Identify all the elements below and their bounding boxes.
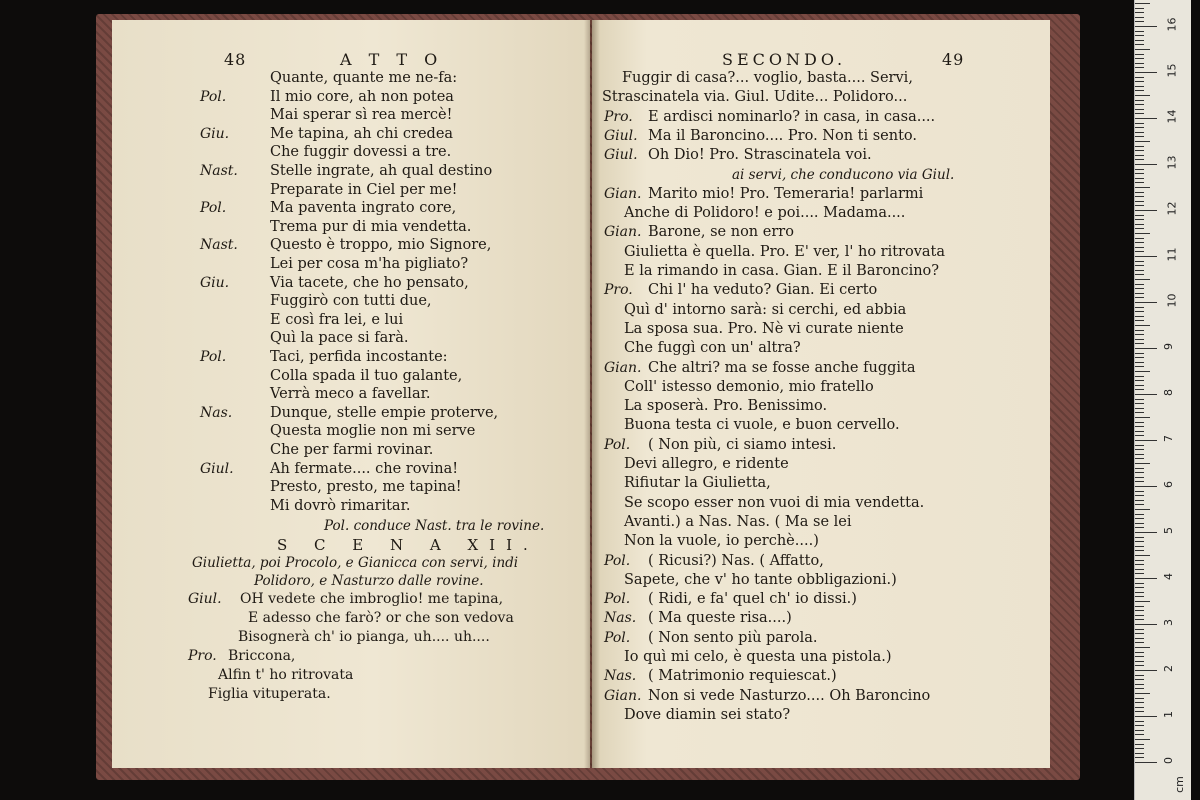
speaker-label: Nast. (200, 163, 238, 179)
scene-cast: Polidoro, e Nasturzo dalle rovine. (254, 573, 484, 590)
ruler-tick (1135, 178, 1144, 179)
ruler-tick (1135, 104, 1144, 105)
ruler-tick (1135, 320, 1144, 321)
ruler-tick (1135, 615, 1144, 616)
verse-line: Colla spada il tuo galante, (270, 367, 463, 384)
verse-line: Giulietta è quella. Pro. E' ver, l' ho ritrovata (624, 243, 946, 260)
verse-line: ( Ridi, e fa' quel ch' io dissi.) (648, 591, 857, 608)
ruler-number: 12 (1165, 201, 1179, 216)
ruler-tick (1135, 642, 1144, 643)
speaker-label: Pol. (200, 88, 227, 105)
ruler-tick (1135, 385, 1144, 386)
ruler-tick (1135, 619, 1144, 620)
ruler-tick (1135, 12, 1144, 13)
ruler-tick (1135, 169, 1144, 170)
ruler-tick (1135, 578, 1157, 579)
ruler-tick (1135, 132, 1144, 133)
speaker-label: Nas. (604, 668, 637, 685)
ruler-tick (1135, 679, 1144, 680)
ruler-tick (1135, 647, 1150, 648)
verse-line: Presto, presto, me tapina! (270, 479, 462, 496)
page-number: 49 (942, 50, 965, 69)
ruler-tick (1135, 81, 1144, 82)
ruler-number: 1 (1162, 711, 1175, 718)
ruler-tick (1135, 555, 1150, 556)
running-head: SECONDO. (722, 50, 847, 69)
ruler-tick (1135, 357, 1144, 358)
stage-direction: Pol. conduce Nast. tra le rovine. (324, 518, 545, 535)
speaker-label: Gian. (604, 185, 642, 202)
ruler-tick (1135, 371, 1150, 372)
ruler-tick (1135, 95, 1150, 96)
ruler-tick (1135, 159, 1144, 160)
ruler-tick (1135, 500, 1144, 501)
ruler-tick (1135, 3, 1150, 4)
verse-line: Non si vede Nasturzo.... Oh Baroncino (648, 687, 931, 704)
ruler-tick (1135, 629, 1144, 630)
ruler-tick (1135, 77, 1144, 78)
ruler-tick (1135, 256, 1157, 257)
ruler-tick (1135, 675, 1144, 676)
ruler-tick (1135, 707, 1144, 708)
verse-line: E così fra lei, e lui (270, 311, 404, 328)
verse-line: Che altri? ma se fosse anche fuggita (648, 359, 916, 376)
ruler-number: 2 (1162, 665, 1175, 672)
verse-line: OH vedete che imbroglio! me tapina, (240, 591, 504, 608)
scene-cast: Giulietta, poi Procolo, e Gianicca con servi, indi (192, 555, 519, 572)
speaker-label: Pol. (200, 200, 227, 217)
ruler-tick (1135, 339, 1144, 340)
ruler-tick (1135, 702, 1144, 703)
ruler-tick (1135, 509, 1150, 510)
ruler-tick (1135, 688, 1144, 689)
speaker-label: Giu. (200, 274, 230, 291)
ruler-tick (1135, 481, 1144, 482)
verse-line: Dunque, stelle empie proterve, (270, 404, 499, 421)
verse-line: Coll' istesso demonio, mio fratello (624, 378, 874, 395)
ruler-tick (1135, 63, 1144, 64)
verse-line: Che fuggì con un' altra? (624, 340, 801, 357)
ruler-tick (1135, 408, 1144, 409)
verse-line: Questo è troppo, mio Signore, (270, 237, 492, 254)
ruler-tick (1135, 192, 1144, 193)
ruler-tick (1135, 21, 1144, 22)
speaker-label: Pol. (200, 349, 227, 365)
ruler-tick (1135, 330, 1144, 331)
ruler-tick (1135, 431, 1144, 432)
ruler-tick (1135, 325, 1150, 326)
ruler-number: 4 (1162, 573, 1175, 580)
verse-line: Fuggirò con tutti due, (270, 293, 432, 310)
ruler-tick (1135, 251, 1144, 252)
ruler-tick (1135, 353, 1144, 354)
verse-line: Quì d' intorno sarà: si cerchi, ed abbia (624, 301, 907, 318)
ruler-tick (1135, 90, 1144, 91)
ruler-tick (1135, 495, 1144, 496)
ruler-tick (1135, 376, 1144, 377)
ruler-tick (1135, 123, 1144, 124)
ruler-number: 16 (1165, 17, 1179, 32)
ruler-tick (1135, 187, 1150, 188)
ruler-tick (1135, 463, 1150, 464)
ruler-tick (1135, 491, 1144, 492)
speaker-label: Giul. (604, 127, 638, 144)
ruler-tick (1135, 118, 1157, 119)
ruler-tick (1135, 670, 1157, 671)
ruler-tick (1135, 17, 1144, 18)
ruler-number: 7 (1162, 435, 1175, 442)
speaker-label: Gian. (604, 224, 642, 241)
verse-line: Via tacete, che ho pensato, (270, 274, 469, 291)
ruler-tick (1135, 311, 1144, 312)
ruler-tick (1135, 440, 1157, 441)
verse-line: Ah fermate.... che rovina! (270, 460, 459, 477)
verse-line: Non la vuole, io perchè....) (624, 533, 819, 550)
ruler-tick (1135, 26, 1157, 27)
ruler-tick (1135, 592, 1144, 593)
ruler-tick (1135, 238, 1144, 239)
ruler-tick (1135, 182, 1144, 183)
ruler-tick (1135, 638, 1144, 639)
verse-line: Devi allegro, e ridente (624, 456, 789, 472)
ruler-tick (1135, 146, 1144, 147)
ruler-tick (1135, 394, 1157, 395)
ruler-tick (1135, 279, 1150, 280)
scene-title: S C E N A XII. (277, 536, 539, 555)
page-number: 48 (224, 50, 247, 69)
ruler-tick (1135, 293, 1144, 294)
ruler-tick (1135, 113, 1144, 114)
ruler-tick (1135, 35, 1144, 36)
ruler-tick (1135, 173, 1144, 174)
ruler-tick (1135, 716, 1157, 717)
ruler-number: 15 (1165, 63, 1179, 78)
verse-line: E adesso che farò? or che son vedova (248, 610, 514, 627)
ruler-tick (1135, 711, 1144, 712)
verse-line: ( Matrimonio requiescat.) (648, 668, 837, 685)
ruler-tick (1135, 31, 1144, 32)
verse-line: Taci, perfida incostante: (270, 349, 448, 365)
ruler-tick (1135, 560, 1144, 561)
verse-line: Buona testa ci vuole, e buon cervello. (624, 417, 900, 434)
verse-line: Mi dovrò rimaritar. (270, 497, 411, 514)
verse-line: Questa moglie non mi serve (270, 423, 476, 440)
stage-direction: ai servi, che conducono via Giul. (732, 166, 955, 183)
ruler-tick (1135, 219, 1144, 220)
ruler-tick (1135, 201, 1144, 202)
ruler-tick (1135, 564, 1144, 565)
speaker-label: Pol. (604, 552, 631, 569)
ruler-tick (1135, 380, 1144, 381)
ruler-number: 8 (1162, 389, 1175, 396)
ruler-tick (1135, 242, 1144, 243)
ruler-number: 13 (1165, 155, 1179, 170)
verse-line: Briccona, (228, 648, 296, 665)
speaker-label: Pol. (604, 629, 631, 646)
speaker-label: Pro. (188, 648, 217, 665)
ruler-tick (1135, 537, 1144, 538)
verse-line: Che per farmi rovinar. (270, 442, 434, 458)
ruler-tick (1135, 307, 1144, 308)
ruler-tick (1135, 412, 1144, 413)
verse-line: Trema pur di mia vendetta. (270, 218, 472, 235)
ruler-tick (1135, 224, 1144, 225)
ruler-tick (1135, 435, 1144, 436)
verse-line: ( Non sento più parola. (648, 629, 818, 646)
ruler-tick (1135, 334, 1144, 335)
running-head: A T T O (340, 50, 444, 69)
verse-line: Io quì mi celo, è questa una pistola.) (624, 649, 892, 665)
ruler-tick (1135, 141, 1150, 142)
ruler-tick (1135, 67, 1144, 68)
ruler-tick (1135, 316, 1144, 317)
ruler-tick (1135, 541, 1144, 542)
verse-line: Rifiutar la Giulietta, (624, 475, 771, 492)
speaker-label: Giul. (604, 147, 638, 164)
ruler-tick (1135, 127, 1144, 128)
ruler-tick (1135, 155, 1144, 156)
ruler-tick (1135, 284, 1144, 285)
ruler-tick (1135, 100, 1144, 101)
ruler-tick (1135, 265, 1144, 266)
verse-line: Sapete, che v' ho tante obbligazioni.) (624, 571, 897, 588)
ruler-tick (1135, 261, 1144, 262)
ruler-tick (1135, 734, 1144, 735)
ruler-tick (1135, 348, 1157, 349)
ruler-tick (1135, 504, 1144, 505)
right-page (592, 20, 1050, 768)
verse-line: Quante, quante me ne-fa: (270, 70, 458, 86)
ruler-tick (1135, 472, 1144, 473)
verse-line: ( Ricusi?) Nas. ( Affatto, (648, 552, 824, 569)
ruler-tick (1135, 661, 1144, 662)
ruler-tick (1135, 601, 1150, 602)
verse-line: Me tapina, ah chi credea (270, 125, 454, 142)
ruler-tick (1135, 693, 1150, 694)
ruler-tick (1135, 596, 1144, 597)
speaker-label: Pro. (604, 282, 633, 299)
ruler-tick (1135, 426, 1144, 427)
ruler-tick (1135, 54, 1144, 55)
ruler-tick (1135, 606, 1144, 607)
ruler-tick (1135, 527, 1144, 528)
ruler-tick (1135, 573, 1144, 574)
verse-line: Se scopo esser non vuoi di mia vendetta. (624, 494, 925, 511)
ruler-number: 10 (1165, 293, 1179, 308)
ruler-tick (1135, 215, 1144, 216)
ruler-tick (1135, 288, 1144, 289)
ruler-tick (1135, 725, 1144, 726)
verse-line: La sposa sua. Pro. Nè vi curate niente (624, 320, 904, 337)
verse-line: Fuggir di casa?... voglio, basta.... Servi, (622, 70, 913, 86)
book-gutter (584, 20, 600, 768)
verse-line: Mai sperar sì rea mercè! (270, 107, 453, 124)
ruler-tick (1135, 40, 1144, 41)
verse-line: Barone, se non erro (648, 224, 794, 241)
ruler-tick (1135, 514, 1144, 515)
ruler-tick (1135, 753, 1144, 754)
ruler-number: 6 (1162, 481, 1175, 488)
verse-line: ( Non più, ci siamo intesi. (648, 436, 837, 453)
speaker-label: Pol. (604, 591, 631, 608)
ruler-tick (1135, 302, 1157, 303)
speaker-label: Giul. (188, 591, 222, 608)
ruler-tick (1135, 486, 1157, 487)
ruler-tick (1135, 399, 1144, 400)
ruler-tick (1135, 656, 1144, 657)
ruler-tick (1135, 362, 1144, 363)
ruler-tick (1135, 454, 1144, 455)
ruler-tick (1135, 136, 1144, 137)
ruler-tick (1135, 748, 1144, 749)
speaker-label: Nas. (200, 404, 233, 421)
ruler-tick (1135, 343, 1144, 344)
speaker-label: Nas. (604, 610, 637, 627)
ruler-tick (1135, 210, 1157, 211)
speaker-label: Giu. (200, 125, 230, 142)
ruler-tick (1135, 546, 1144, 547)
ruler-tick (1135, 583, 1144, 584)
ruler-tick (1135, 403, 1144, 404)
verse-line: E ardisci nominarlo? in casa, in casa.... (648, 108, 936, 125)
verse-line: Il mio core, ah non potea (270, 88, 454, 105)
ruler-tick (1135, 569, 1144, 570)
verse-line: Chi l' ha veduto? Gian. Ei certo (648, 282, 878, 299)
ruler-number: 14 (1165, 109, 1179, 124)
verse-line: Bisognerà ch' io pianga, uh.... uh.... (238, 629, 490, 646)
ruler-tick (1135, 757, 1144, 758)
ruler-tick (1135, 762, 1157, 763)
verse-line: Alfin t' ho ritrovata (218, 667, 354, 684)
ruler-tick (1135, 652, 1144, 653)
speaker-label: Gian. (604, 359, 642, 376)
ruler-tick (1135, 721, 1144, 722)
ruler-tick (1135, 150, 1144, 151)
ruler-number: 0 (1162, 757, 1175, 764)
verse-line: ( Ma queste risa....) (648, 610, 792, 627)
ruler-tick (1135, 44, 1144, 45)
ruler-tick (1135, 228, 1144, 229)
speaker-label: Gian. (604, 687, 642, 704)
verse-line: Stelle ingrate, ah qual destino (270, 163, 493, 179)
ruler-tick (1135, 247, 1144, 248)
ruler-tick (1135, 458, 1144, 459)
ruler-tick (1135, 164, 1157, 165)
ruler-tick (1135, 744, 1144, 745)
ruler-tick (1135, 422, 1144, 423)
ruler-tick (1135, 633, 1144, 634)
ruler-tick (1135, 532, 1157, 533)
verse-line: Oh Dio! Pro. Strascinatela voi. (648, 147, 872, 164)
ruler-tick (1135, 624, 1157, 625)
verse-line: Quì la pace si farà. (270, 330, 409, 347)
verse-line: Preparate in Ciel per me! (270, 181, 458, 198)
ruler-tick (1135, 523, 1144, 524)
left-page (112, 20, 590, 768)
verse-line: Verrà meco a favellar. (270, 386, 431, 403)
ruler-tick (1135, 49, 1150, 50)
ruler-tick (1135, 8, 1144, 9)
speaker-label: Pro. (604, 108, 633, 125)
ruler-number: 5 (1162, 527, 1175, 534)
verse-line: Dove diamin sei stato? (624, 706, 791, 723)
ruler-tick (1135, 739, 1150, 740)
verse-line: Ma il Baroncino.... Pro. Non ti sento. (648, 127, 917, 144)
ruler-tick (1135, 587, 1144, 588)
measurement-ruler (1134, 0, 1191, 800)
ruler-tick (1135, 449, 1144, 450)
speaker-label: Nast. (200, 237, 238, 254)
ruler-number: 11 (1165, 247, 1179, 262)
ruler-tick (1135, 730, 1144, 731)
verse-line: Lei per cosa m'ha pigliato? (270, 256, 469, 272)
ruler-tick (1135, 109, 1144, 110)
verse-line: Figlia vituperata. (208, 686, 331, 703)
ruler-tick (1135, 610, 1144, 611)
ruler-tick (1135, 698, 1144, 699)
ruler-tick (1135, 684, 1144, 685)
ruler-number: 3 (1162, 619, 1175, 626)
ruler-number: 9 (1162, 343, 1175, 350)
ruler-tick (1135, 445, 1144, 446)
ruler-tick (1135, 665, 1144, 666)
ruler-tick (1135, 550, 1144, 551)
ruler-tick (1135, 72, 1157, 73)
ruler-tick (1135, 270, 1144, 271)
ruler-tick (1135, 233, 1150, 234)
ruler-tick (1135, 196, 1144, 197)
ruler-tick (1135, 86, 1144, 87)
verse-line: Che fuggir dovessi a tre. (270, 144, 452, 161)
verse-line: Strascinatela via. Giul. Udite... Polidoro... (602, 89, 908, 106)
ruler-tick (1135, 58, 1144, 59)
ruler-tick (1135, 518, 1144, 519)
ruler-tick (1135, 205, 1144, 206)
verse-line: Ma paventa ingrato core, (270, 200, 457, 217)
verse-line: Avanti.) a Nas. Nas. ( Ma se lei (624, 513, 852, 530)
ruler-unit: cm (1172, 776, 1186, 793)
verse-line: Anche di Polidoro! e poi.... Madama.... (624, 205, 906, 222)
verse-line: E la rimando in casa. Gian. E il Baroncino? (624, 263, 940, 279)
ruler-tick (1135, 417, 1150, 418)
ruler-tick (1135, 366, 1144, 367)
speaker-label: Pol. (604, 436, 631, 453)
speaker-label: Giul. (200, 460, 234, 477)
ruler-tick (1135, 274, 1144, 275)
verse-line: La sposerà. Pro. Benissimo. (624, 398, 828, 415)
ruler-tick (1135, 297, 1144, 298)
verse-line: Marito mio! Pro. Temeraria! parlarmi (648, 185, 924, 202)
ruler-tick (1135, 389, 1144, 390)
ruler-tick (1135, 468, 1144, 469)
ruler-tick (1135, 477, 1144, 478)
